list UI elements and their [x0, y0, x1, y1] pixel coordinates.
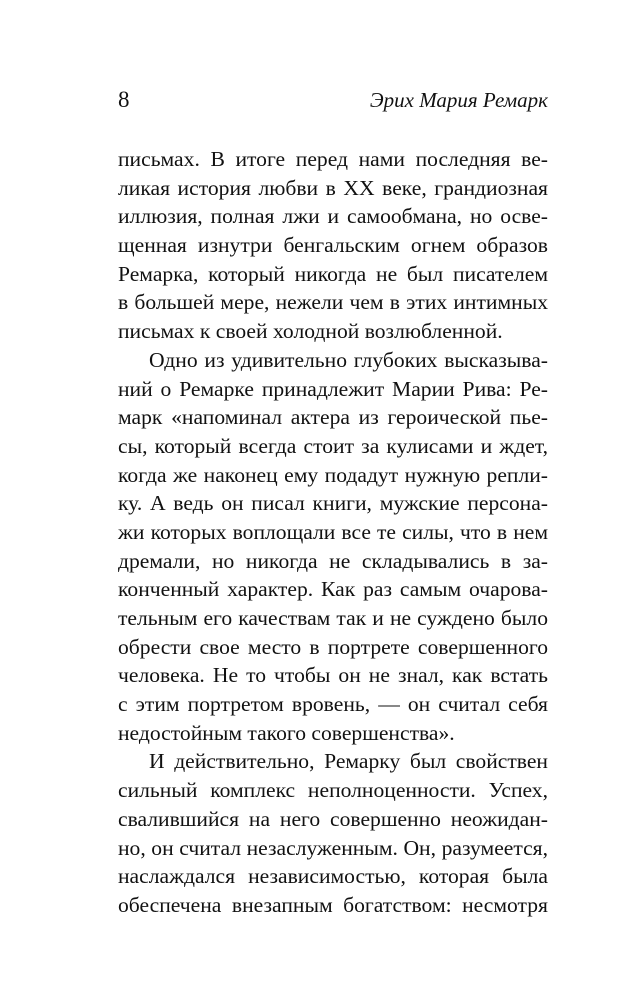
page-number: 8 — [118, 87, 130, 112]
text-line: Одно из удивительно глубоких высказыва- — [149, 347, 548, 372]
text-line: сы, который всегда стоит за кулисами и ждет, — [118, 433, 548, 458]
text-line: ний о Ремарке принадлежит Марии Рива: Ре- — [118, 376, 548, 401]
text-line: ку. А ведь он писал книги, мужские персона- — [118, 491, 548, 516]
text-line: человека. Не то чтобы он не знал, как встать — [118, 663, 548, 688]
text-line: письмах к своей холодной возлюбленной. — [118, 319, 503, 344]
text-line: с этим портретом вровень, — он считал себя — [118, 692, 548, 717]
text-line: Ремарка, который никогда не был писателем — [118, 261, 548, 286]
text-line: дремали, но никогда не складывались в за- — [118, 548, 548, 573]
text-line: наслаждался независимостью, которая была — [118, 864, 548, 889]
text-line: свалившийся на него совершенно неожидан- — [118, 806, 548, 831]
text-line: жи которых воплощали все те силы, что в нем — [118, 519, 548, 544]
text-line: И действительно, Ремарку был свойствен — [149, 749, 548, 774]
text-line: иллюзия, полная лжи и самообмана, но осве- — [118, 204, 548, 229]
text-line: в большей мере, нежели чем в этих интимных — [118, 290, 548, 315]
text-line: ликая история любви в XX веке, грандиозная — [118, 175, 548, 200]
running-head: Эрих Мария Ремарк — [369, 88, 548, 112]
text-line: марк «напоминал актера из героической пье- — [118, 405, 548, 430]
text-line: недостойным такого совершенства». — [118, 720, 455, 745]
text-line: обрести свое место в портрете совершенного — [118, 634, 548, 659]
body-text — [118, 145, 548, 920]
text-line: сильный комплекс неполноценности. Успех, — [118, 778, 548, 803]
text-line: обеспечена внезапным богатством: несмотря — [118, 892, 548, 917]
text-line: когда же наконец ему подадут нужную репли- — [118, 462, 548, 487]
text-line: щенная изнутри бенгальским огнем образов — [118, 233, 548, 258]
text-line: письмах. В итоге перед нами последняя ве- — [118, 147, 548, 171]
text-line: но, он считал незаслуженным. Он, разумеется, — [118, 835, 548, 860]
text-line: тельным его качествам так и не суждено было — [118, 606, 548, 630]
page-header — [118, 85, 548, 115]
text-line: конченный характер. Как раз самым очарова- — [118, 577, 548, 602]
